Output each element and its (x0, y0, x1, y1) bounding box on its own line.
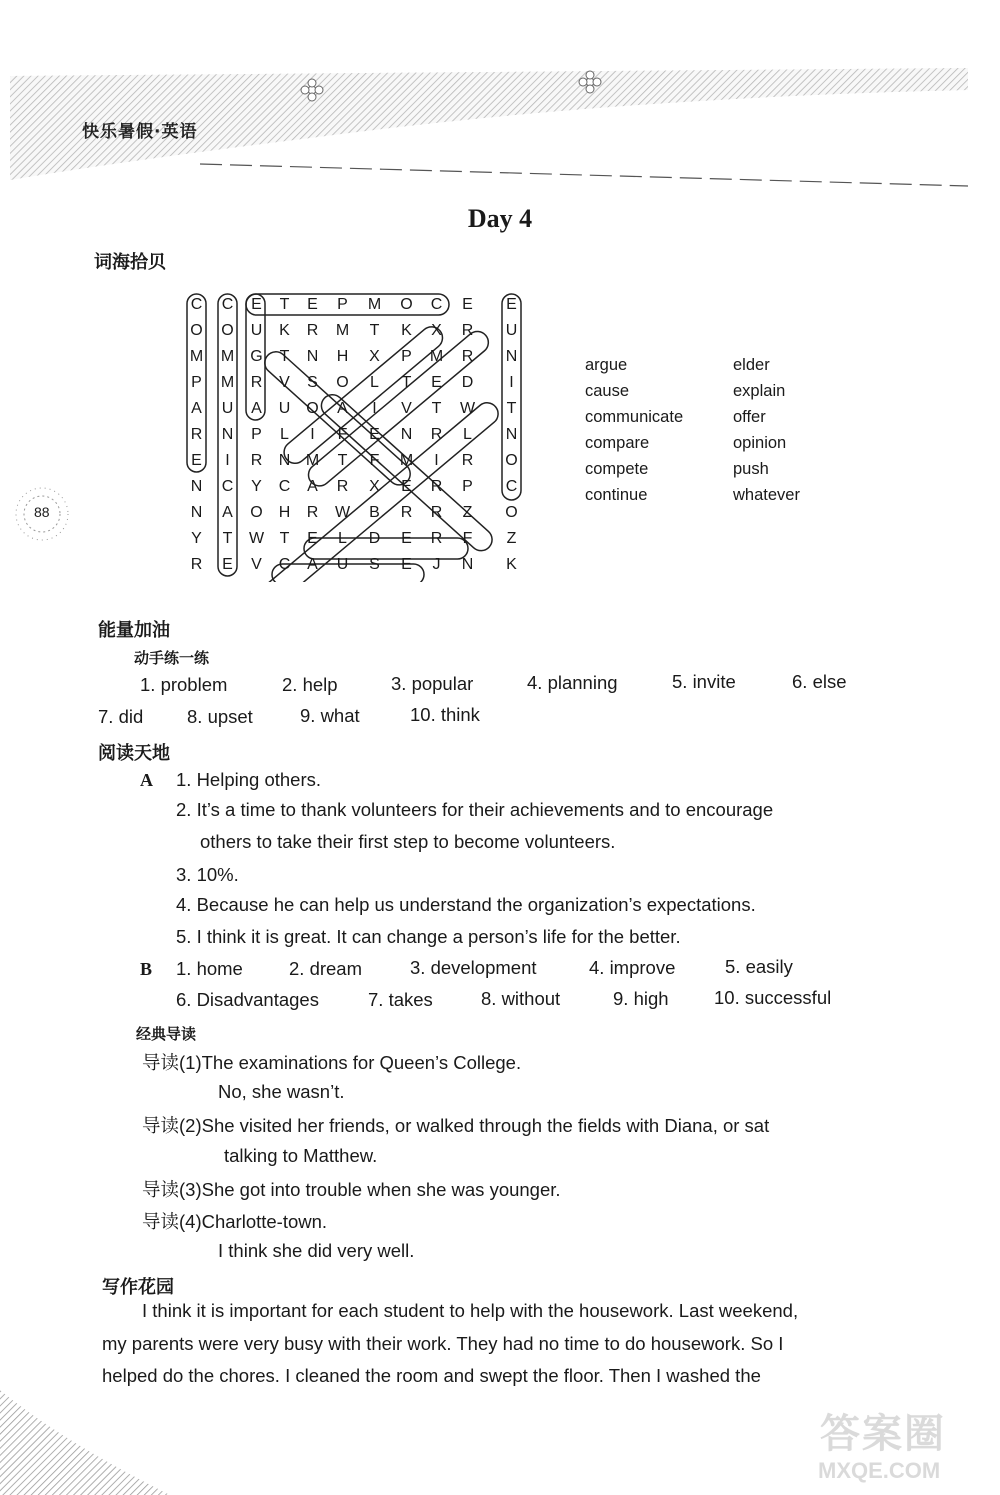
grid-letter: L (338, 530, 347, 547)
grid-letter: D (461, 374, 474, 391)
grid-letter: A (222, 504, 233, 521)
grid-letter: T (279, 348, 290, 365)
grid-letter: R (461, 322, 474, 339)
grid-letter: L (280, 426, 289, 443)
grid-letter: Z (462, 504, 473, 521)
grid-letter: R (461, 452, 474, 469)
reading-b-answer: 2. dream (289, 958, 363, 979)
grid-letter: R (190, 426, 203, 443)
grid-letter: V (279, 374, 290, 391)
grid-letter: N (278, 452, 291, 469)
grid-letter: K (401, 322, 412, 339)
grid-letter: B (369, 504, 380, 521)
grid-letter: E (191, 452, 202, 469)
practice-answer: 7. did (98, 706, 144, 727)
grid-letter: T (337, 452, 348, 469)
subsection-classic-reading: 经典导读 (136, 1025, 197, 1043)
word-list-item: opinion (733, 434, 787, 452)
reading-a-answer: 2. It’s a time to thank volunteers for their achievements and to encourage (176, 799, 774, 820)
word-list-item: whatever (733, 486, 800, 504)
grid-letter: M (399, 452, 414, 469)
grid-letter: O (505, 452, 518, 469)
grid-letter: P (401, 348, 412, 365)
book-title: 快乐暑假·英语 (82, 122, 198, 142)
practice-answer: 1. problem (140, 674, 228, 695)
grid-letter: Y (191, 530, 202, 547)
section-reading: 阅读天地 (98, 743, 170, 764)
practice-answer: 8. upset (187, 706, 253, 727)
grid-letter: N (306, 348, 319, 365)
reading-b-answer: 7. takes (368, 989, 433, 1010)
grid-letter: T (506, 400, 517, 417)
reading-a-answer: 5. I think it is great. It can change a person’s life for the better. (176, 926, 681, 947)
page-number: 88 (34, 504, 50, 520)
grid-letter: K (279, 322, 290, 339)
section-energy: 能量加油 (98, 620, 170, 641)
grid-letter: E (401, 478, 412, 495)
grid-letter: R (250, 374, 263, 391)
grid-letter: R (250, 452, 263, 469)
reading-b-answer: 4. improve (589, 957, 676, 978)
grid-letter: W (459, 400, 476, 417)
reading-a-answer: others to take their first step to become volunteers. (200, 831, 616, 852)
grid-letter: A (307, 556, 318, 573)
grid-letter: R (336, 478, 349, 495)
classic-answer: 导读(1)The examinations for Queen’s College. (142, 1052, 522, 1073)
writing-line: my parents were very busy with their work. They had no time to do housework. So I (102, 1333, 784, 1354)
word-list-item: cause (585, 382, 630, 400)
grid-letter: T (369, 322, 380, 339)
grid-letter: I (509, 374, 514, 391)
reading-b-answer: 1. home (176, 958, 243, 979)
page-title: Day 4 (467, 204, 533, 233)
grid-letter: C (190, 296, 203, 313)
grid-letter: E (401, 556, 412, 573)
subsection-practice: 动手练一练 (134, 649, 210, 667)
grid-letter: R (306, 504, 319, 521)
grid-letter: E (462, 296, 473, 313)
grid-letter: N (221, 426, 234, 443)
reading-a-answer: 1. Helping others. (176, 769, 322, 790)
grid-letter: C (505, 478, 518, 495)
grid-letter: H (278, 504, 291, 521)
grid-letter: P (191, 374, 202, 391)
watermark (812, 1400, 992, 1492)
grid-letter: M (429, 348, 444, 365)
grid-letter: T (279, 296, 290, 313)
grid-letter: N (190, 478, 203, 495)
word-list-item: push (733, 460, 769, 478)
grid-letter: X (369, 478, 380, 495)
grid-letter: V (251, 556, 262, 573)
reading-b-answer: 9. high (613, 988, 669, 1009)
reading-a-label: A (140, 770, 153, 790)
grid-letter: F (462, 530, 473, 547)
grid-letter: L (463, 426, 472, 443)
grid-letter: O (336, 374, 349, 391)
word-list-item: compare (585, 434, 650, 452)
grid-letter: N (400, 426, 413, 443)
practice-answer: 5. invite (672, 671, 736, 692)
grid-letter: C (430, 296, 443, 313)
practice-answer: 6. else (792, 671, 847, 692)
grid-letter: E (251, 296, 262, 313)
grid-letter: O (306, 400, 319, 417)
classic-answer: 导读(3)She got into trouble when she was younger. (142, 1179, 561, 1200)
grid-letter: M (220, 374, 235, 391)
grid-letter: C (221, 296, 234, 313)
practice-answer: 3. popular (391, 673, 474, 694)
grid-letter: M (189, 348, 204, 365)
grid-letter: N (505, 348, 518, 365)
grid-letter: X (431, 322, 442, 339)
grid-letter: C (278, 478, 291, 495)
grid-letter: E (222, 556, 233, 573)
grid-letter: O (250, 504, 263, 521)
classic-answer: 导读(4)Charlotte-town. (142, 1211, 328, 1232)
grid-letter: R (400, 504, 413, 521)
grid-letter: O (221, 322, 234, 339)
reading-b-answer: 8. without (481, 988, 561, 1009)
practice-answer: 2. help (282, 674, 338, 695)
grid-letter: I (372, 400, 377, 417)
practice-answer: 10. think (410, 704, 480, 725)
grid-letter: Y (251, 478, 262, 495)
grid-letter: D (368, 530, 381, 547)
grid-letter: E (369, 426, 380, 443)
classic-answer: No, she wasn’t. (218, 1081, 345, 1102)
grid-letter: L (370, 374, 379, 391)
grid-letter: R (190, 556, 203, 573)
word-list-item: argue (585, 356, 628, 374)
word-list-item: continue (585, 486, 648, 504)
grid-letter: U (221, 400, 234, 417)
grid-letter: W (248, 530, 265, 547)
grid-letter: U (250, 322, 263, 339)
grid-letter: S (307, 374, 318, 391)
grid-letter: E (307, 296, 318, 313)
grid-letter: R (306, 322, 319, 339)
grid-letter: E (401, 530, 412, 547)
watermark-text: 答案圈 (820, 1411, 946, 1457)
classic-answer: 导读(2)She visited her friends, or walked through the fields with Diana, or sat (142, 1115, 770, 1136)
grid-letter: E (431, 374, 442, 391)
grid-letter: N (190, 504, 203, 521)
grid-letter: A (251, 400, 262, 417)
grid-letter: U (278, 400, 291, 417)
reading-b-answer: 5. easily (725, 956, 793, 977)
grid-letter: T (431, 400, 442, 417)
grid-letter: X (369, 348, 380, 365)
grid-letter: G (250, 348, 263, 365)
grid-letter: M (305, 452, 320, 469)
grid-letter: K (506, 556, 517, 573)
classic-answer: I think she did very well. (218, 1240, 415, 1261)
grid-letter: R (461, 348, 474, 365)
word-search-grid (186, 292, 526, 582)
grid-letter: H (336, 348, 349, 365)
watermark-url: MXQE.COM (818, 1458, 941, 1483)
grid-letter: N (505, 426, 518, 443)
grid-letter: T (222, 530, 233, 547)
writing-line: I think it is important for each student to help with the housework. Last weekend, (142, 1300, 799, 1321)
footer-decoration (0, 1370, 170, 1495)
grid-letter: P (251, 426, 262, 443)
grid-letter: T (401, 374, 412, 391)
practice-answer: 4. planning (527, 672, 618, 693)
grid-letter: R (430, 504, 443, 521)
grid-letter: O (190, 322, 203, 339)
reading-b-answer: 6. Disadvantages (176, 989, 319, 1010)
grid-letter: I (434, 452, 439, 469)
grid-letter: O (505, 504, 518, 521)
grid-letter: A (337, 400, 348, 417)
grid-letter: R (430, 426, 443, 443)
grid-letter: U (336, 556, 349, 573)
grid-letter: P (337, 296, 348, 313)
section-writing: 写作花园 (102, 1277, 174, 1298)
grid-letter: E (506, 296, 517, 313)
practice-answer: 9. what (300, 705, 360, 726)
reading-a-answer: 4. Because he can help us understand the organization’s expectations. (176, 894, 756, 915)
grid-letter: I (310, 426, 315, 443)
reading-b-answer: 10. successful (714, 987, 832, 1008)
grid-letter: F (337, 426, 348, 443)
grid-letter: P (462, 478, 473, 495)
grid-letter: N (461, 556, 474, 573)
grid-letter: S (369, 556, 380, 573)
reading-a-answer: 3. 10%. (176, 864, 239, 885)
grid-letter: I (225, 452, 230, 469)
word-list-item: offer (733, 408, 766, 426)
grid-letter: F (369, 452, 380, 469)
word-list-item: compete (585, 460, 649, 478)
section-word-search: 词海拾贝 (94, 252, 166, 273)
classic-answer: talking to Matthew. (224, 1145, 378, 1166)
grid-letter: C (221, 478, 234, 495)
grid-letter: U (505, 322, 518, 339)
grid-letter: E (307, 530, 318, 547)
grid-letter: M (220, 348, 235, 365)
grid-letter: R (430, 478, 443, 495)
grid-letter: R (430, 530, 443, 547)
reading-b-label: B (140, 959, 153, 979)
grid-letter: C (278, 556, 291, 573)
grid-letter: A (191, 400, 202, 417)
grid-letter: W (334, 504, 351, 521)
grid-letter: T (279, 530, 290, 547)
grid-letter: Z (506, 530, 517, 547)
word-list-item: elder (733, 356, 770, 374)
writing-line: helped do the chores. I cleaned the room and swept the floor. Then I washed the (102, 1365, 761, 1386)
grid-letter: V (401, 400, 412, 417)
word-list-item: communicate (585, 408, 684, 426)
reading-b-answer: 3. development (410, 957, 537, 978)
grid-letter: J (432, 556, 441, 573)
grid-letter: O (400, 296, 413, 313)
grid-letter: A (307, 478, 318, 495)
word-list-item: explain (733, 382, 786, 400)
page-number-badge (12, 482, 72, 546)
grid-letter: M (335, 322, 350, 339)
circle-argue (280, 322, 447, 467)
grid-letter: M (367, 296, 382, 313)
